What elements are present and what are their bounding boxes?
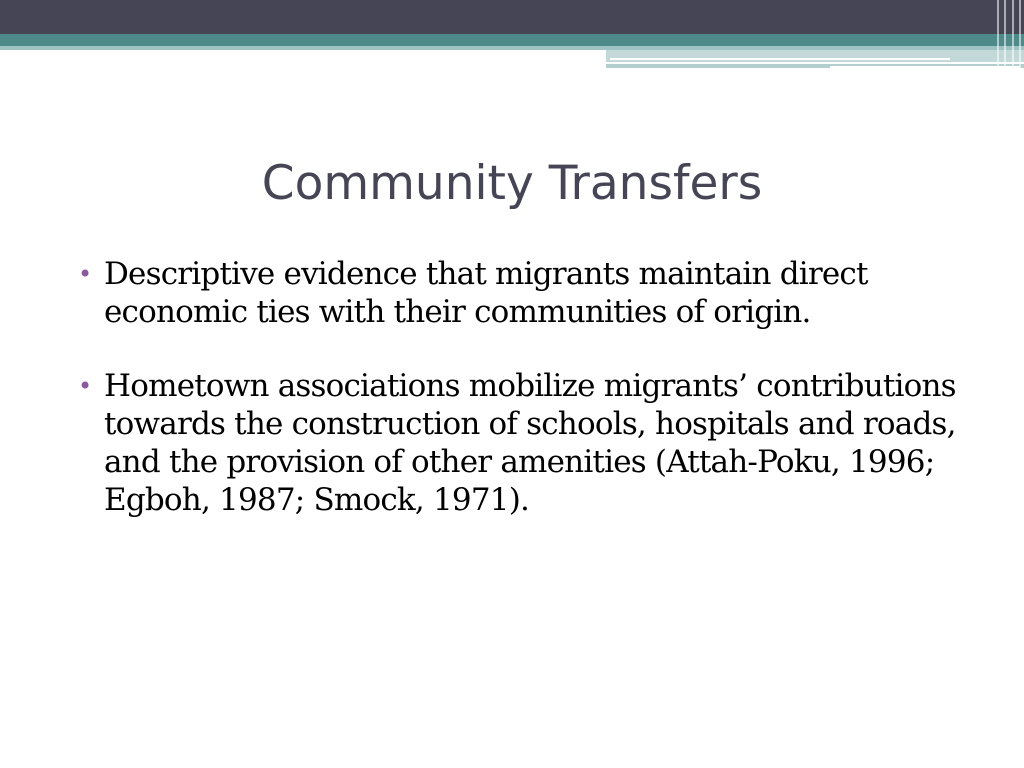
header-right-accent-block	[606, 50, 1024, 62]
header-teal-band	[0, 34, 1024, 46]
header-right-stripes	[994, 0, 1024, 68]
header-right-accent-line	[830, 66, 1020, 68]
bullet-text: Descriptive evidence that migrants maintain direct economic ties with their communities of origin.	[104, 256, 868, 330]
stripe	[1004, 0, 1006, 68]
bullet-marker-icon: •	[78, 372, 92, 400]
header-right-accent-line	[610, 58, 950, 60]
stripe	[997, 0, 999, 68]
bullet-item	[78, 367, 958, 519]
stripe	[1012, 0, 1014, 68]
bullet-list	[78, 255, 958, 555]
bullet-marker-icon: •	[78, 260, 92, 288]
stripe	[1019, 0, 1021, 68]
slide-title: Community Transfers	[261, 156, 763, 211]
bullet-text: Hometown associations mobilize migrants’ contributions towards the construction of schools, hospitals and roads, and the provision of other amenities (Attah-Poku, 1996; Egboh, 1987; Smock, 1971).	[104, 368, 956, 518]
header-dark-band	[0, 0, 1024, 34]
bullet-item	[78, 255, 958, 331]
